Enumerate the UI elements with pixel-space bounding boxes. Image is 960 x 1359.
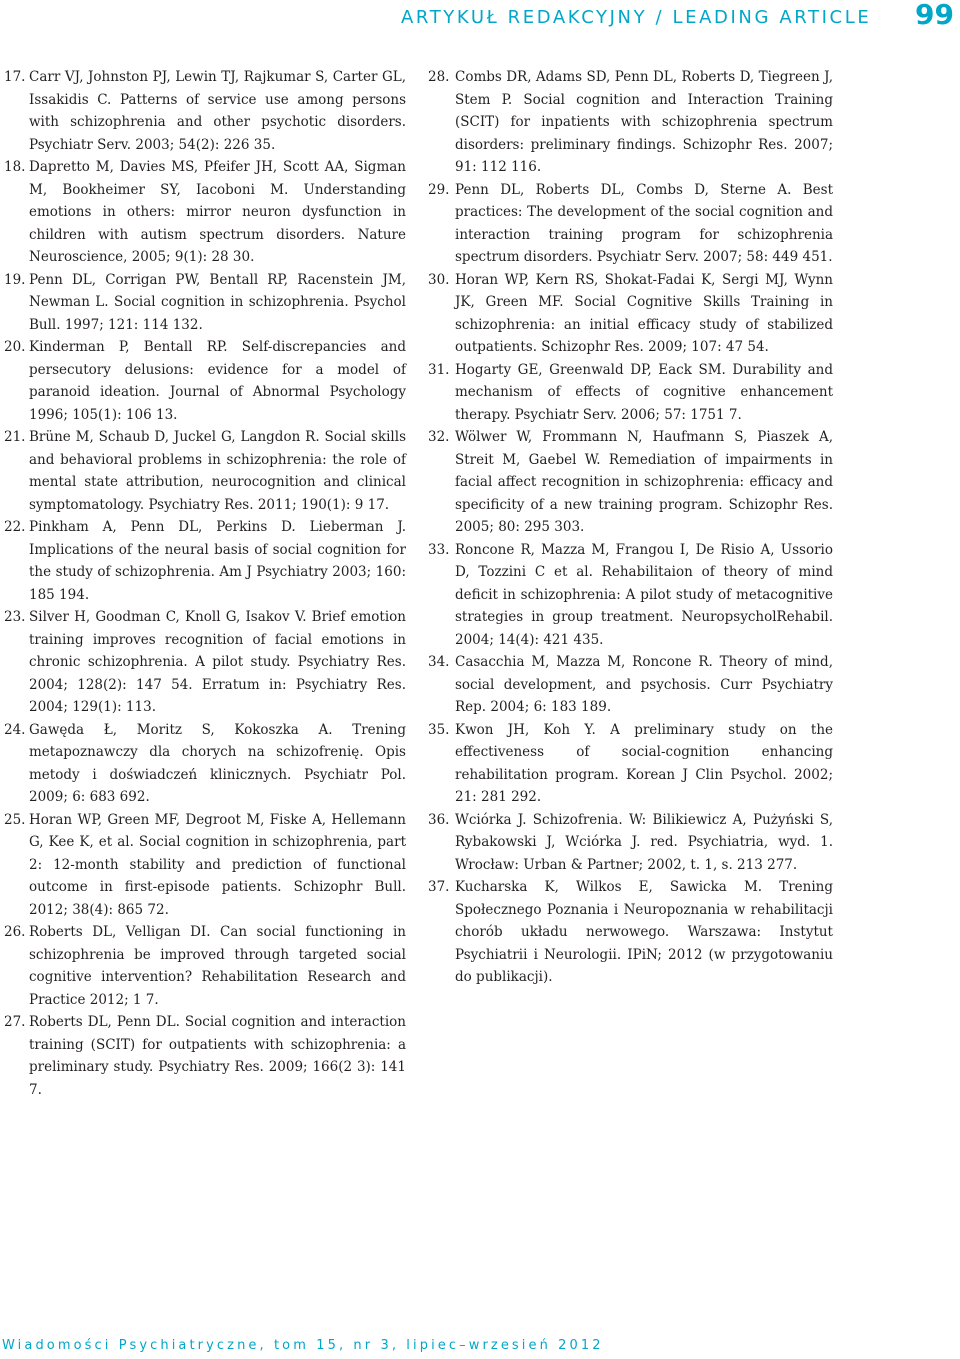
reference-text: Roberts DL, Penn DL. Social cognition and interaction training (SCIT) for outpatients with schizophrenia: a preliminary study. Psychiatry Res. 2009; 166(2 3): 141 7. — [29, 1014, 406, 1098]
reference-text: Casacchia M, Mazza M, Roncone R. Theory of mind, social development, and psychosis. Curr Psychiatry Rep. 2004; 6: 183 189. — [455, 654, 833, 715]
reference-text: Horan WP, Green MF, Degroot M, Fiske A, Hellemann G, Kee K, et al. Social cognition in schizophrenia, part 2: 12-month stability and prediction of functional outcome in first-episode patients. Schizophr Bull. 2012; 38(4): 865 72. — [29, 811, 406, 918]
reference-number: 29. — [428, 181, 450, 198]
reference-entry — [4, 809, 406, 922]
reference-number: 30. — [428, 271, 450, 288]
reference-entry — [4, 66, 406, 156]
reference-entry — [428, 651, 833, 719]
reference-text: Hogarty GE, Greenwald DP, Eack SM. Durability and mechanism of effects of cognitive enhancement therapy. Psychiatr Serv. 2006; 57: 1751 7. — [455, 361, 833, 423]
reference-text: Gawęda Ł, Moritz S, Kokoszka A. Trening metapoznawczy dla chorych na schizofrenię. Opis metody i doświadczeń klinicznych. Psychiatr Pol. 2009; 6: 683 692. — [29, 721, 406, 805]
reference-text: Combs DR, Adams SD, Penn DL, Roberts D, Tiegreen J, Stem P. Social cognition and Interaction Training (SCIT) for inpatients with schizophrenia spectrum disorders: preliminary findings. Schizophr Res. 2007; 91: 112 116. — [455, 69, 833, 175]
reference-number: 37. — [428, 879, 450, 895]
reference-entry — [4, 516, 406, 606]
reference-entry — [4, 156, 406, 269]
reference-entry — [4, 606, 406, 719]
reference-number: 31. — [428, 361, 450, 378]
reference-entry — [428, 269, 833, 359]
reference-number: 19. — [4, 271, 26, 288]
reference-number: 22. — [4, 519, 26, 535]
reference-entry — [4, 921, 406, 1011]
reference-entry — [428, 66, 833, 179]
reference-text: Penn DL, Roberts DL, Combs D, Sterne A. Best practices: The development of the social cognition and interaction training program for schizophrenia spectrum disorders. Psychiatr Serv. 2007; 58: 449 451. — [455, 181, 833, 265]
reference-text: Kinderman P, Bentall RP. Self-discrepancies and persecutory delusions: evidence for a model of paranoid ideation. Journal of Abnormal Psychology 1996; 105(1): 106 13. — [29, 339, 406, 423]
reference-entry — [4, 426, 406, 516]
reference-number: 35. — [428, 721, 450, 738]
reference-text: Penn DL, Corrigan PW, Bentall RP, Racenstein JM, Newman L. Social cognition in schizophrenia. Psychol Bull. 1997; 121: 114 132. — [29, 271, 406, 333]
reference-number: 18. — [4, 159, 26, 175]
references-column-right — [428, 66, 833, 989]
reference-entry — [428, 719, 833, 809]
reference-text: Brüne M, Schaub D, Juckel G, Langdon R. Social skills and behavioral problems in schizophrenia: the role of mental state attribution, neurocognition and clinical symptomatology. Psychiatry Res. 2011; 190(1): 9 17. — [29, 429, 406, 513]
reference-number: 27. — [4, 1014, 26, 1030]
reference-number: 23. — [4, 609, 26, 625]
reference-text: Pinkham A, Penn DL, Perkins D. Lieberman J. Implications of the neural basis of social cognition for the study of schizophrenia. Am J Psychiatry 2003; 160: 185 194. — [29, 519, 406, 603]
reference-entry — [428, 179, 833, 269]
reference-entry — [4, 269, 406, 337]
reference-entry — [428, 426, 833, 539]
reference-number: 20. — [4, 339, 26, 355]
reference-number: 21. — [4, 429, 26, 445]
reference-text: Roberts DL, Velligan DI. Can social functioning in schizophrenia be improved through targeted social cognitive intervention? Rehabilitation Research and Practice 2012; 1 7. — [29, 924, 406, 1008]
reference-number: 25. — [4, 811, 26, 828]
reference-text: Wciórka J. Schizofrenia. W: Bilikiewicz A, Pużyński S, Rybakowski J, Wciórka J. red. Psychiatria, wyd. 1. Wrocław: Urban & Partner; 2002, t. 1, s. 213 277. — [455, 811, 833, 873]
section-header: ARTYKUŁ REDAKCYJNY / LEADING ARTICLE — [401, 7, 872, 28]
references-column-left — [4, 66, 406, 1101]
reference-number: 33. — [428, 541, 450, 558]
reference-entry — [428, 809, 833, 877]
journal-footer: Wiadomości Psychiatryczne, tom 15, nr 3, lipiec–wrzesień 2012 — [2, 1338, 604, 1353]
reference-text: Kucharska K, Wilkos E, Sawicka M. Trening Społecznego Poznania i Neuropoznania w rehabilitacji chorób układu nerwowego. Warszawa: Instytut Psychiatrii i Neurologii. IPiN; 2012 (w przygotowaniu do publikacji). — [455, 879, 833, 985]
reference-entry — [428, 539, 833, 652]
reference-number: 26. — [4, 924, 26, 940]
reference-number: 36. — [428, 811, 450, 828]
reference-text: Dapretto M, Davies MS, Pfeifer JH, Scott AA, Sigman M, Bookheimer SY, Iacoboni M. Understanding emotions in others: mirror neuron dysfunction in children with autism spectrum disorders. Nature Neuroscience, 2005; 9(1): 28 30. — [29, 159, 406, 265]
reference-number: 34. — [428, 654, 450, 670]
reference-text: Roncone R, Mazza M, Frangou I, De Risio A, Ussorio D, Tozzini C et al. Rehabilitaion of theory of mind deficit in schizophrenia: A pilot study of metacognitive strategies in group treatment. NeuropsycholRehabil. 2004; 14(4): 421 435. — [455, 541, 833, 648]
reference-text: Horan WP, Kern RS, Shokat-Fadai K, Sergi MJ, Wynn JK, Green MF. Social Cognitive Skills Training in schizophrenia: an initial efficacy study of stabilized outpatients. Schizophr Res. 2009; 107: 47 54. — [455, 271, 833, 355]
reference-entry — [4, 719, 406, 809]
reference-entry — [428, 876, 833, 989]
reference-number: 17. — [4, 69, 26, 85]
reference-number: 24. — [4, 721, 26, 738]
reference-entry — [4, 1011, 406, 1101]
reference-entry — [4, 336, 406, 426]
reference-number: 28. — [428, 69, 450, 85]
reference-number: 32. — [428, 429, 450, 445]
reference-text: Carr VJ, Johnston PJ, Lewin TJ, Rajkumar S, Carter GL, Issakidis C. Patterns of service use among persons with schizophrenia and other psychotic disorders. Psychiatr Serv. 2003; 54(2): 226 35. — [29, 69, 406, 153]
reference-text: Wölwer W, Frommann N, Haufmann S, Piaszek A, Streit M, Gaebel W. Remediation of impairments in facial affect recognition in schizophrenia: efficacy and specificity of a new training program. Schizophr Res. 2005; 80: 295 303. — [455, 429, 833, 535]
reference-text: Kwon JH, Koh Y. A preliminary study on the effectiveness of social-cognition enhancing rehabilitation program. Korean J Clin Psychol. 2002; 21: 281 292. — [455, 721, 833, 805]
page-number: 99 — [915, 0, 954, 31]
reference-text: Silver H, Goodman C, Knoll G, Isakov V. Brief emotion training improves recognition of facial emotions in chronic schizophrenia. A pilot study. Psychiatry Res. 2004; 128(2): 147 54. Erratum in: Psychiatry Res. 2004; 129(1): 113. — [29, 609, 406, 715]
reference-entry — [428, 359, 833, 427]
